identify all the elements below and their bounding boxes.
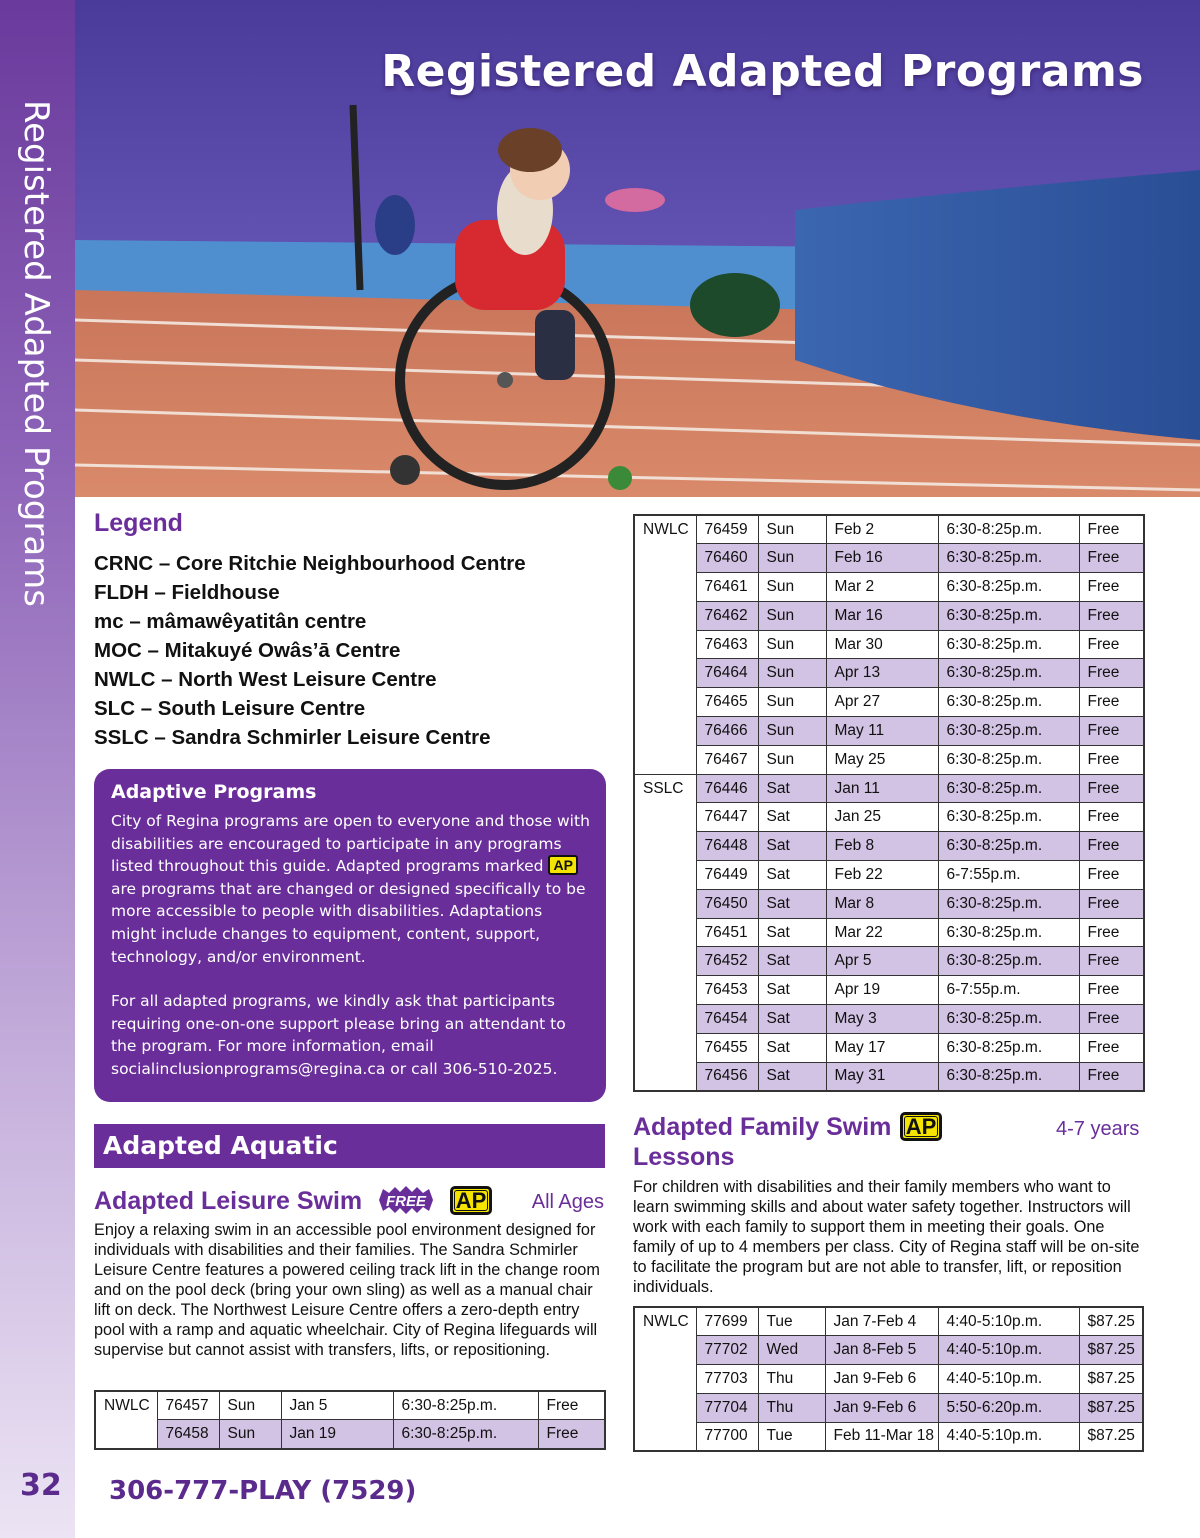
time-cell: 4:40-5:10p.m.: [938, 1336, 1079, 1365]
day-cell: Sat: [758, 861, 826, 890]
time-cell: 6:30-8:25p.m.: [938, 630, 1079, 659]
course-code: 76450: [696, 889, 758, 918]
time-cell: 6:30-8:25p.m.: [938, 947, 1079, 976]
course-code: 76451: [696, 918, 758, 947]
fee-cell: Free: [1079, 774, 1144, 803]
day-cell: Sat: [758, 1062, 826, 1091]
table-row: [634, 861, 1144, 890]
right-table-body: [634, 515, 1144, 1091]
leisure-swim-title: Adapted Leisure Swim: [94, 1187, 363, 1215]
date-cell: Jan 25: [826, 803, 938, 832]
fee-cell: Free: [1079, 659, 1144, 688]
time-cell: 5:50-6:20p.m.: [938, 1393, 1079, 1422]
date-cell: May 17: [826, 1033, 938, 1062]
fee-cell: $87.25: [1079, 1307, 1143, 1336]
table-row: [634, 717, 1144, 746]
date-cell: Feb 16: [826, 544, 938, 573]
course-code: 76464: [696, 659, 758, 688]
day-cell: Sun: [758, 544, 826, 573]
family-swim-schedule-table: [633, 1306, 1144, 1452]
sidebar: [0, 0, 75, 1538]
location-cell: NWLC: [95, 1391, 157, 1449]
leisure-swim-continued-table: [633, 514, 1145, 1092]
leisure-swim-schedule-table: [94, 1390, 606, 1450]
course-code: 77703: [696, 1365, 758, 1394]
day-cell: Sun: [219, 1420, 281, 1449]
fee-cell: Free: [1079, 745, 1144, 774]
fee-cell: Free: [1079, 889, 1144, 918]
legend-item: SSLC – Sandra Schmirler Leisure Centre: [94, 726, 491, 749]
free-badge-icon: [376, 1185, 436, 1215]
date-cell: Jan 7-Feb 4: [825, 1307, 938, 1336]
date-cell: Apr 19: [826, 976, 938, 1005]
time-cell: 6-7:55p.m.: [938, 861, 1079, 890]
table-row: [634, 803, 1144, 832]
course-code: 76447: [696, 803, 758, 832]
time-cell: 6:30-8:25p.m.: [938, 803, 1079, 832]
fee-cell: Free: [1079, 717, 1144, 746]
table-row: [634, 1307, 1143, 1336]
time-cell: 6:30-8:25p.m.: [393, 1391, 538, 1420]
date-cell: Apr 27: [826, 688, 938, 717]
course-code: 77700: [696, 1422, 758, 1451]
time-cell: 6:30-8:25p.m.: [938, 659, 1079, 688]
course-code: 76446: [696, 774, 758, 803]
fee-cell: Free: [1079, 515, 1144, 544]
legend-item: NWLC – North West Leisure Centre: [94, 668, 437, 691]
date-cell: May 25: [826, 745, 938, 774]
location-cell: NWLC: [634, 1307, 696, 1451]
time-cell: 6-7:55p.m.: [938, 976, 1079, 1005]
day-cell: Sun: [758, 717, 826, 746]
course-code: 76462: [696, 601, 758, 630]
section-header-adapted-aquatic: Adapted Aquatic: [94, 1124, 605, 1168]
date-cell: Jan 19: [281, 1420, 393, 1449]
fee-cell: Free: [1079, 573, 1144, 602]
table-row: [634, 976, 1144, 1005]
day-cell: Sat: [758, 774, 826, 803]
course-code: 76459: [696, 515, 758, 544]
adaptive-text-after: are programs that are changed or designed specifically to be more accessible to people with disabilities. Adaptations might include changes to equipment, content, support, technology, and/or environment.: [111, 879, 586, 966]
fee-cell: $87.25: [1079, 1336, 1143, 1365]
fee-cell: $87.25: [1079, 1365, 1143, 1394]
course-code: 76449: [696, 861, 758, 890]
fee-cell: Free: [1079, 832, 1144, 861]
table-row: [634, 1393, 1143, 1422]
ap-badge-family-swim: AP: [900, 1112, 942, 1141]
family-table-body: [634, 1307, 1143, 1451]
table-row: [634, 832, 1144, 861]
day-cell: Tue: [758, 1422, 825, 1451]
adaptive-text-before: City of Regina programs are open to everyone and those with disabilities are encouraged to participate in any programs listed throughout this guide. Adapted programs marked: [111, 812, 590, 876]
time-cell: 6:30-8:25p.m.: [938, 1005, 1079, 1034]
time-cell: 4:40-5:10p.m.: [938, 1422, 1079, 1451]
time-cell: 6:30-8:25p.m.: [938, 832, 1079, 861]
ap-badge-inline: AP: [548, 855, 577, 875]
fee-cell: Free: [1079, 630, 1144, 659]
date-cell: Feb 8: [826, 832, 938, 861]
day-cell: Sat: [758, 889, 826, 918]
table-row: [95, 1391, 605, 1420]
ap-badge-leisure-swim: AP: [450, 1186, 492, 1215]
adaptive-programs-paragraph: [111, 810, 590, 968]
course-code: 76448: [696, 832, 758, 861]
course-code: 77699: [696, 1307, 758, 1336]
legend-item: FLDH – Fieldhouse: [94, 581, 280, 604]
date-cell: Feb 2: [826, 515, 938, 544]
table-row: [634, 573, 1144, 602]
time-cell: 6:30-8:25p.m.: [938, 774, 1079, 803]
family-swim-title-line1: Adapted Family Swim: [633, 1113, 892, 1141]
course-code: 76458: [157, 1420, 219, 1449]
time-cell: 4:40-5:10p.m.: [938, 1307, 1079, 1336]
time-cell: 6:30-8:25p.m.: [938, 745, 1079, 774]
day-cell: Sat: [758, 1033, 826, 1062]
day-cell: Sun: [758, 745, 826, 774]
fee-cell: Free: [1079, 947, 1144, 976]
date-cell: Mar 30: [826, 630, 938, 659]
date-cell: May 3: [826, 1005, 938, 1034]
date-cell: Jan 9-Feb 6: [825, 1365, 938, 1394]
table-row: [634, 601, 1144, 630]
course-code: 76456: [696, 1062, 758, 1091]
day-cell: Sun: [758, 630, 826, 659]
legend-item: mc – mâmawêyatitân centre: [94, 610, 367, 633]
table-row: [634, 1365, 1143, 1394]
table-row: [634, 774, 1144, 803]
legend-item: CRNC – Core Ritchie Neighbourhood Centre: [94, 552, 526, 575]
hero-image: [75, 0, 1200, 497]
fee-cell: Free: [1079, 918, 1144, 947]
leisure-swim-age: All Ages: [531, 1191, 604, 1213]
table-row: [634, 1336, 1143, 1365]
day-cell: Sat: [758, 976, 826, 1005]
time-cell: 6:30-8:25p.m.: [938, 918, 1079, 947]
date-cell: May 11: [826, 717, 938, 746]
fee-cell: Free: [1079, 688, 1144, 717]
fee-cell: Free: [1079, 1005, 1144, 1034]
day-cell: Wed: [758, 1336, 825, 1365]
date-cell: Jan 8-Feb 5: [825, 1336, 938, 1365]
table-row: [634, 659, 1144, 688]
course-code: 76454: [696, 1005, 758, 1034]
course-code: 76452: [696, 947, 758, 976]
adaptive-programs-box: [94, 769, 606, 1102]
day-cell: Sun: [758, 659, 826, 688]
course-code: 77702: [696, 1336, 758, 1365]
day-cell: Sun: [758, 688, 826, 717]
page-number: 32: [20, 1468, 62, 1503]
day-cell: Thu: [758, 1393, 825, 1422]
hero-title: Registered Adapted Programs: [381, 46, 1144, 97]
table-row: [634, 515, 1144, 544]
course-code: 76453: [696, 976, 758, 1005]
date-cell: Mar 8: [826, 889, 938, 918]
day-cell: Sat: [758, 832, 826, 861]
location-cell: NWLC: [634, 515, 696, 774]
footer-phone: 306-777-PLAY (7529): [109, 1476, 417, 1506]
fee-cell: Free: [1079, 1062, 1144, 1091]
fee-cell: Free: [538, 1391, 605, 1420]
day-cell: Sun: [758, 515, 826, 544]
day-cell: Sun: [758, 573, 826, 602]
time-cell: 6:30-8:25p.m.: [938, 1033, 1079, 1062]
fee-cell: Free: [1079, 861, 1144, 890]
time-cell: 6:30-8:25p.m.: [393, 1420, 538, 1449]
free-badge-text: FREE: [385, 1193, 427, 1210]
date-cell: Jan 9-Feb 6: [825, 1393, 938, 1422]
course-code: 76463: [696, 630, 758, 659]
time-cell: 6:30-8:25p.m.: [938, 515, 1079, 544]
course-code: 76466: [696, 717, 758, 746]
date-cell: Feb 22: [826, 861, 938, 890]
course-code: 76457: [157, 1391, 219, 1420]
leisure-swim-description: Enjoy a relaxing swim in an accessible pool environment designed for individuals with disabilities and their families. The Sandra Schmirler Leisure Centre features a powered ceiling track lift in the change room and on the pool deck (bring your own sling) as well as a manual chair lift on deck. The Northwest Leisure Centre offers a zero-depth entry pool with a ramp and aquatic wheelchair. City of Regina lifeguards will supervise but cannot assist with transfers, lifts, or repositioning.: [94, 1221, 600, 1359]
table-row: [634, 544, 1144, 573]
family-swim-title: [633, 1112, 891, 1172]
day-cell: Sat: [758, 918, 826, 947]
family-swim-age: 4-7 years: [1056, 1118, 1140, 1140]
date-cell: Mar 16: [826, 601, 938, 630]
fee-cell: $87.25: [1079, 1422, 1143, 1451]
time-cell: 6:30-8:25p.m.: [938, 601, 1079, 630]
location-cell: SSLC: [634, 774, 696, 1091]
table-row: [634, 630, 1144, 659]
course-code: 76467: [696, 745, 758, 774]
fee-cell: $87.25: [1079, 1393, 1143, 1422]
time-cell: 6:30-8:25p.m.: [938, 717, 1079, 746]
table-row: [95, 1420, 605, 1449]
table-row: [634, 745, 1144, 774]
day-cell: Sat: [758, 803, 826, 832]
date-cell: Mar 2: [826, 573, 938, 602]
date-cell: Mar 22: [826, 918, 938, 947]
time-cell: 6:30-8:25p.m.: [938, 573, 1079, 602]
sidebar-label: Registered Adapted Programs: [16, 100, 56, 608]
day-cell: Sat: [758, 947, 826, 976]
date-cell: Jan 5: [281, 1391, 393, 1420]
fee-cell: Free: [1079, 601, 1144, 630]
family-swim-title-line2: Lessons: [633, 1143, 735, 1171]
course-code: 77704: [696, 1393, 758, 1422]
day-cell: Thu: [758, 1365, 825, 1394]
date-cell: Apr 13: [826, 659, 938, 688]
table-row: [634, 1062, 1144, 1091]
adaptive-support-paragraph: For all adapted programs, we kindly ask that participants requiring one-on-one support please bring an attendant to the program. For more information, email socialinclusionprograms@regina.ca or call 306-510-2025.: [111, 992, 566, 1078]
table-row: [634, 1033, 1144, 1062]
time-cell: 6:30-8:25p.m.: [938, 889, 1079, 918]
legend-item: SLC – South Leisure Centre: [94, 697, 366, 720]
day-cell: Sun: [758, 601, 826, 630]
course-code: 76455: [696, 1033, 758, 1062]
table-row: [634, 1422, 1143, 1451]
date-cell: Jan 11: [826, 774, 938, 803]
table-row: [634, 918, 1144, 947]
course-code: 76460: [696, 544, 758, 573]
table-row: [634, 889, 1144, 918]
legend-item: MOC – Mitakuyé Owâs’ā Centre: [94, 639, 401, 662]
time-cell: 6:30-8:25p.m.: [938, 1062, 1079, 1091]
time-cell: 6:30-8:25p.m.: [938, 688, 1079, 717]
time-cell: 4:40-5:10p.m.: [938, 1365, 1079, 1394]
table-row: [634, 947, 1144, 976]
table-row: [634, 688, 1144, 717]
table-row: [634, 1005, 1144, 1034]
fee-cell: Free: [1079, 976, 1144, 1005]
legend-heading: Legend: [94, 509, 183, 537]
fee-cell: Free: [1079, 544, 1144, 573]
date-cell: May 31: [826, 1062, 938, 1091]
day-cell: Sat: [758, 1005, 826, 1034]
family-swim-description: For children with disabilities and their family members who want to learn swimming skills and about water safety together. Instructors will work with each family to support them in meeting their goals. One family of up to 4 members per class. City of Regina staff will be on-site to facilitate the program but are not able to transfer, lift, or reposition individuals.: [633, 1178, 1140, 1296]
date-cell: Feb 11-Mar 18: [825, 1422, 938, 1451]
fee-cell: Free: [538, 1420, 605, 1449]
time-cell: 6:30-8:25p.m.: [938, 544, 1079, 573]
day-cell: Sun: [219, 1391, 281, 1420]
legend-list: [94, 549, 526, 752]
date-cell: Apr 5: [826, 947, 938, 976]
adaptive-programs-title: Adaptive Programs: [111, 781, 317, 803]
course-code: 76461: [696, 573, 758, 602]
course-code: 76465: [696, 688, 758, 717]
fee-cell: Free: [1079, 1033, 1144, 1062]
day-cell: Tue: [758, 1307, 825, 1336]
fee-cell: Free: [1079, 803, 1144, 832]
